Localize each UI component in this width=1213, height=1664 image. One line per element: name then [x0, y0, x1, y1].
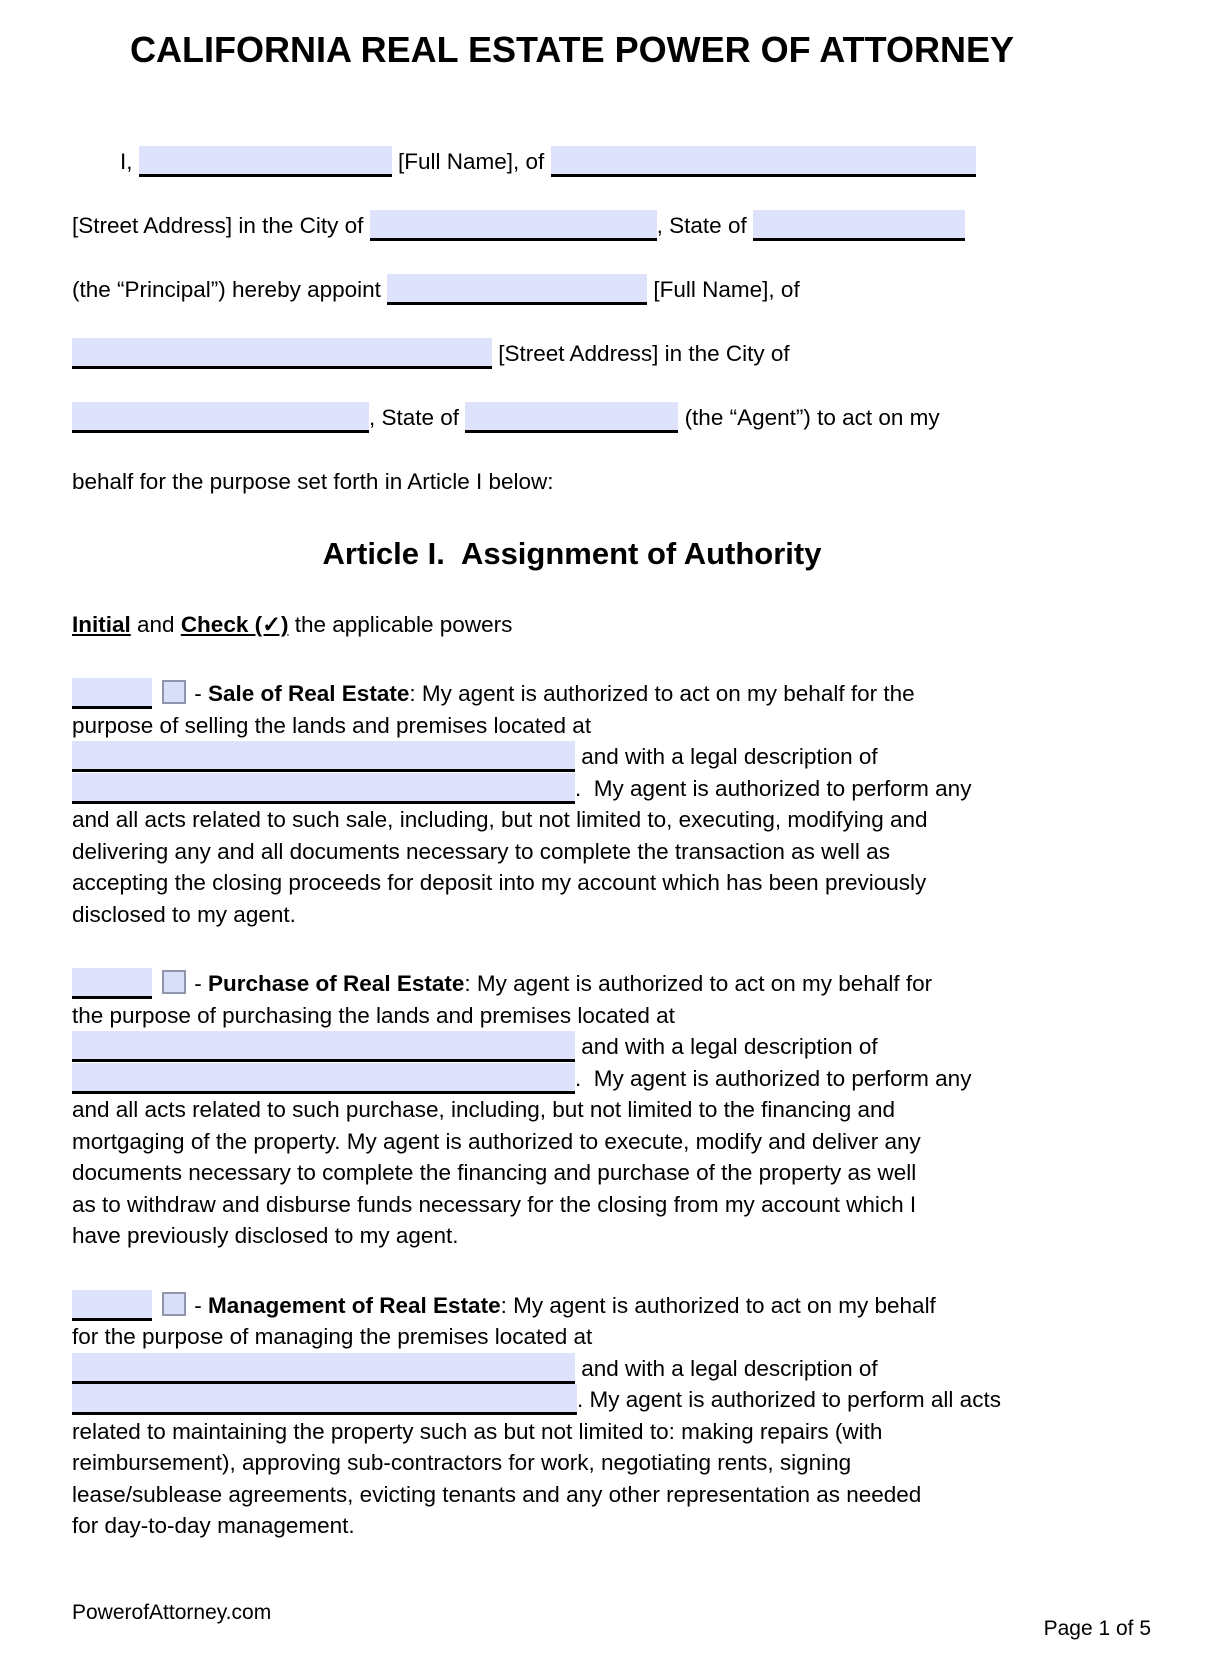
text-line [72, 836, 1072, 868]
text-run: accepting the closing proceeds for deposit into my account which has been previously [72, 870, 927, 895]
principal-city-field[interactable] [370, 210, 657, 241]
sale-legal-description-field[interactable] [72, 773, 575, 804]
text-line [72, 1290, 1072, 1322]
text-run: - [188, 1292, 208, 1318]
text-line [72, 194, 1072, 258]
text-line [72, 710, 1072, 742]
article-1-heading: Article I. Assignment of Authority [322, 536, 822, 571]
instruction-initial-label: Initial [72, 612, 131, 637]
power-paragraph-sale-of-real-estate [72, 678, 1072, 930]
principal-address-field[interactable] [551, 146, 976, 177]
text-line [72, 450, 1072, 514]
text-run: and all acts related to such sale, including, but not limited to, executing, modifying and [72, 807, 928, 832]
text-run: . My agent is authorized to perform any [575, 1065, 972, 1091]
document-content [72, 0, 1072, 1542]
text-run: : My agent is authorized to act on my behalf [500, 1292, 936, 1318]
text-run: , State of [656, 213, 753, 238]
text-line [72, 1031, 1072, 1063]
page-indicator: Page 1 of 5 [1043, 1617, 1151, 1640]
text-line [72, 1063, 1072, 1095]
text-run: . My agent is authorized to perform any [575, 775, 972, 801]
text-line [72, 968, 1072, 1000]
purchase-property-address-field[interactable] [72, 1031, 575, 1062]
text-run: mortgaging of the property. My agent is authorized to execute, modify and deliver any [72, 1128, 921, 1154]
text-line [72, 322, 1072, 386]
text-line [72, 1447, 1072, 1479]
text-run: reimbursement), approving sub-contractors for work, negotiating rents, signing [72, 1450, 852, 1475]
power-paragraph-management-of-real-estate [72, 1290, 1072, 1542]
text-line [72, 386, 1072, 450]
instruction-rest-text: the applicable powers [288, 612, 513, 637]
text-run: I, [120, 149, 139, 174]
text-run: [Street Address] in the City of [492, 341, 790, 366]
sale-property-address-field[interactable] [72, 741, 575, 772]
instruction-and-text: and [130, 612, 181, 637]
text-line [72, 773, 1072, 805]
text-line [72, 1157, 1072, 1189]
purchase-legal-description-field[interactable] [72, 1063, 575, 1094]
management-property-address-field[interactable] [72, 1353, 575, 1384]
text-run: as to withdraw and disburse funds necessary for the closing from my account which I [72, 1191, 917, 1217]
text-line [72, 1384, 1072, 1416]
bold-text-run: Management of Real Estate [208, 1292, 501, 1318]
text-line [72, 1094, 1072, 1126]
opening-paragraph [72, 130, 1072, 514]
bold-text-run: Sale of Real Estate [208, 681, 410, 706]
text-line [72, 1189, 1072, 1221]
document-title: CALIFORNIA REAL ESTATE POWER OF ATTORNEY [129, 29, 1014, 70]
text-run: for day-to-day management. [72, 1513, 355, 1538]
purchase-checkbox[interactable] [162, 970, 186, 994]
text-run: lease/sublease agreements, evicting tenants and any other representation as needed [72, 1481, 922, 1507]
text-line [72, 1000, 1072, 1032]
text-run: (the “Agent”) to act on my [678, 405, 940, 430]
powers-section [72, 678, 1072, 1542]
agent-state-field[interactable] [465, 402, 678, 433]
footer-site-link: PowerofAttorney.com [72, 1601, 272, 1624]
text-line [72, 130, 1072, 194]
text-run: the purpose of purchasing the lands and premises located at [72, 1002, 675, 1028]
text-run: purpose of selling the lands and premises located at [72, 712, 592, 738]
text-run: have previously disclosed to my agent. [72, 1223, 459, 1248]
purchase-initial-field[interactable] [72, 968, 152, 999]
principal-name-field[interactable] [139, 146, 392, 177]
text-run: and with a legal description of [575, 1034, 878, 1059]
text-run: : My agent is authorized to act on my behalf for the [409, 681, 915, 706]
text-line [72, 804, 1072, 836]
text-run: [Full Name], of [647, 277, 800, 302]
text-line [72, 678, 1072, 710]
text-line [72, 1479, 1072, 1511]
text-run: [Street Address] in the City of [72, 213, 370, 238]
text-run: (the “Principal”) hereby appoint [72, 277, 388, 302]
power-paragraph-purchase-of-real-estate [72, 968, 1072, 1252]
instruction-line [72, 610, 1072, 640]
text-run: , State of [369, 405, 466, 430]
text-run: and with a legal description of [575, 1355, 878, 1381]
principal-state-field[interactable] [753, 210, 965, 241]
text-run: - [188, 681, 208, 706]
text-line [72, 899, 1072, 931]
instruction-check-label: Check (✓) [180, 612, 289, 637]
text-run: and all acts related to such purchase, including, but not limited to the financing and [72, 1097, 896, 1122]
text-run: . My agent is authorized to perform all acts [577, 1387, 1001, 1412]
text-run: documents necessary to complete the financing and purchase of the property as well [72, 1160, 917, 1185]
text-run: disclosed to my agent. [72, 901, 296, 927]
text-run: [Full Name], of [391, 149, 551, 174]
text-run: for the purpose of managing the premises located at [72, 1324, 593, 1349]
agent-address-field[interactable] [72, 338, 492, 369]
text-run: related to maintaining the property such as but not limited to: making repairs (with [72, 1418, 883, 1444]
text-run: - [188, 971, 208, 996]
text-line [72, 1220, 1072, 1252]
text-line [72, 1321, 1072, 1353]
bold-text-run: Purchase of Real Estate [208, 971, 465, 996]
text-line [72, 1416, 1072, 1448]
text-line [72, 1353, 1072, 1385]
agent-name-field[interactable] [387, 274, 647, 305]
management-legal-description-field[interactable] [72, 1384, 577, 1415]
management-checkbox[interactable] [162, 1292, 186, 1316]
text-line [72, 1510, 1072, 1542]
sale-checkbox[interactable] [162, 680, 186, 704]
management-initial-field[interactable] [72, 1290, 152, 1321]
text-line [72, 258, 1072, 322]
text-run: and with a legal description of [575, 744, 878, 769]
text-run: delivering any and all documents necessary to complete the transaction as well as [72, 838, 890, 864]
text-line [72, 867, 1072, 899]
sale-initial-field[interactable] [72, 678, 152, 709]
text-run: : My agent is authorized to act on my behalf for [464, 971, 933, 996]
text-run: behalf for the purpose set forth in Article I below: [72, 469, 554, 494]
text-line [72, 1126, 1072, 1158]
text-line [72, 741, 1072, 773]
agent-city-field[interactable] [72, 402, 369, 433]
